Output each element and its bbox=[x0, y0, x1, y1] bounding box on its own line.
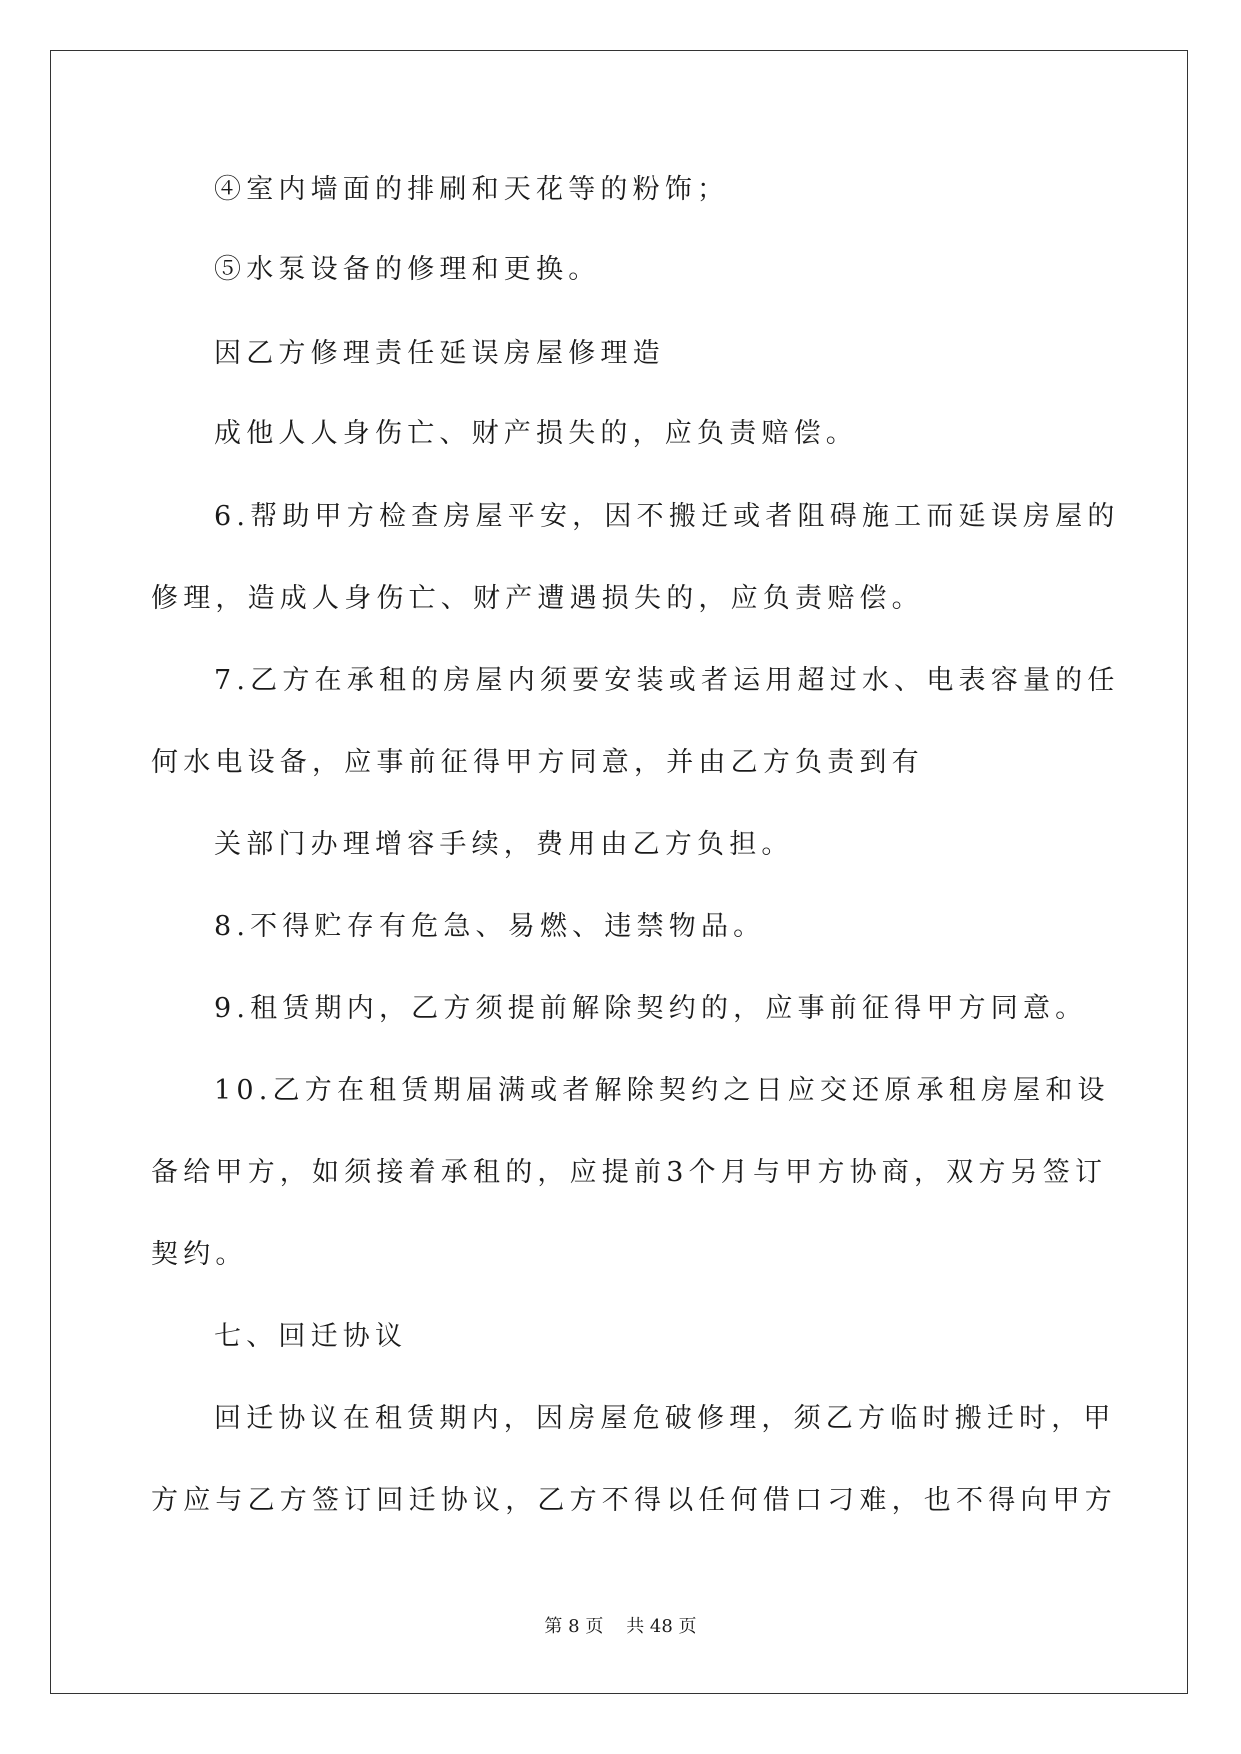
paragraph-line: 修理，造成人身伤亡、财产遭遇损失的，应负责赔偿。 bbox=[151, 583, 924, 614]
paragraph-line: 成他人人身伤亡、财产损失的，应负责赔偿。 bbox=[214, 418, 858, 449]
paragraph-line: 回迁协议在租赁期内，因房屋危破修理，须乙方临时搬迁时，甲 bbox=[214, 1403, 1116, 1434]
paragraph-line: 备给甲方，如须接着承租的，应提前3个月与甲方协商，双方另签订 bbox=[151, 1157, 1108, 1188]
paragraph-line: 因乙方修理责任延误房屋修理造 bbox=[214, 338, 665, 369]
paragraph-line: 何水电设备，应事前征得甲方同意，并由乙方负责到有 bbox=[151, 747, 924, 778]
paragraph-line: 6.帮助甲方检查房屋平安，因不搬迁或者阻碍施工而延误房屋的 bbox=[214, 501, 1120, 532]
paragraph-line: ⑤水泵设备的修理和更换。 bbox=[214, 254, 601, 285]
page-label: 第 8 页 共 48 页 bbox=[544, 1616, 697, 1637]
paragraph-line: 8.不得贮存有危急、易燃、违禁物品。 bbox=[214, 911, 766, 942]
paragraph-line: 10.乙方在租赁期届满或者解除契约之日应交还原承租房屋和设 bbox=[214, 1075, 1110, 1106]
page-number-footer bbox=[0, 1612, 1241, 1638]
paragraph-line: ④室内墙面的排刷和天花等的粉饰； bbox=[214, 174, 730, 205]
page-border bbox=[50, 50, 1188, 1694]
section-heading: 七、回迁协议 bbox=[214, 1321, 408, 1352]
paragraph-line: 关部门办理增容手续，费用由乙方负担。 bbox=[214, 829, 794, 860]
paragraph-line: 7.乙方在承租的房屋内须要安装或者运用超过水、电表容量的任 bbox=[214, 665, 1120, 696]
paragraph-line: 方应与乙方签订回迁协议，乙方不得以任何借口刁难，也不得向甲方 bbox=[151, 1485, 1117, 1516]
paragraph-line: 9.租赁期内，乙方须提前解除契约的，应事前征得甲方同意。 bbox=[214, 993, 1088, 1024]
paragraph-line: 契约。 bbox=[151, 1239, 248, 1270]
